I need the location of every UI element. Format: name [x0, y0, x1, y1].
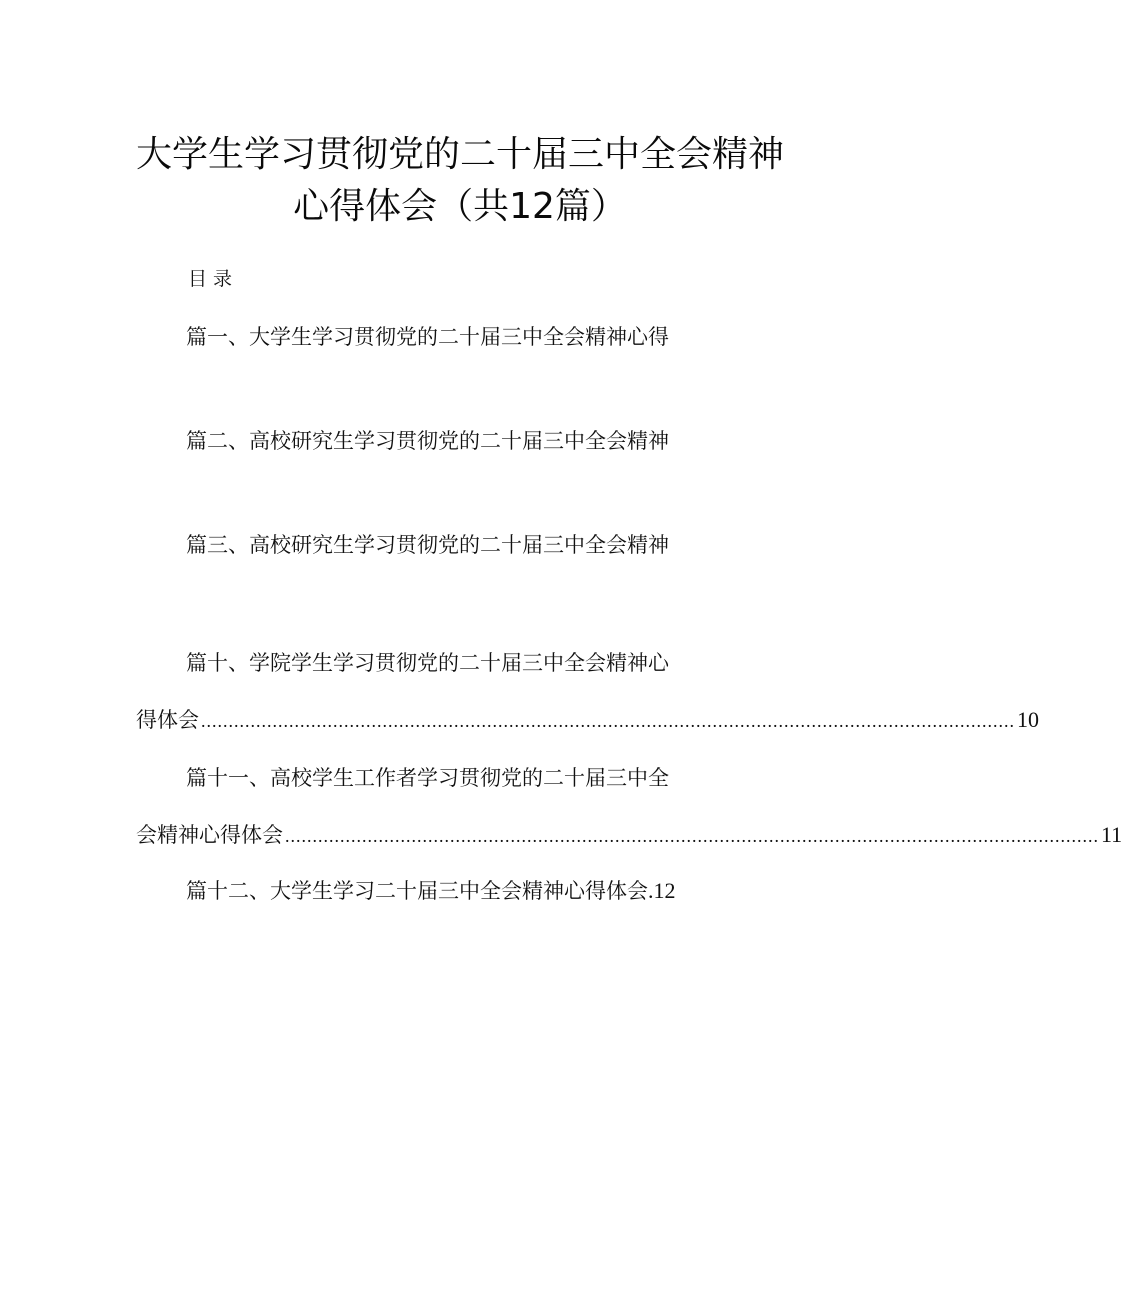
document-title-line-1: 大学生学习贯彻党的二十届三中全会精神 [135, 134, 784, 175]
toc-entry-12[interactable] [186, 876, 676, 906]
toc-entry-10-text: 得体会 [136, 708, 199, 732]
toc-entry-11-line-2[interactable] [136, 820, 1122, 851]
toc-entry-11-text: 会精神心得体会 [136, 823, 283, 847]
toc-entry-12-page-number: 12 [653, 878, 676, 903]
toc-entry-10-line-2[interactable] [136, 705, 1039, 736]
toc-heading: 目录 [188, 268, 239, 290]
toc-entry-3[interactable]: 篇三、高校研究生学习贯彻党的二十届三中全会精神 [186, 533, 669, 557]
toc-entry-10-page-number: 10 [1017, 707, 1039, 732]
toc-entry-11-page-number: 11 [1101, 822, 1122, 847]
dot-leader: .................................................................................................................................................... [201, 711, 1015, 731]
toc-entry-11-line-1[interactable]: 篇十一、高校学生工作者学习贯彻党的二十届三中全 [186, 766, 669, 790]
dot-leader: . [648, 878, 654, 903]
toc-entry-1[interactable]: 篇一、大学生学习贯彻党的二十届三中全会精神心得 [186, 325, 669, 349]
toc-entry-10-line-1[interactable]: 篇十、学院学生学习贯彻党的二十届三中全会精神心 [186, 651, 669, 675]
toc-entry-12-text: 篇十二、大学生学习二十届三中全会精神心得体会 [186, 879, 648, 903]
dot-leader: .................................................................................................................................................... [285, 826, 1099, 846]
toc-entry-2[interactable]: 篇二、高校研究生学习贯彻党的二十届三中全会精神 [186, 429, 669, 453]
document-title-line-2: 心得体会（共12篇） [293, 186, 627, 227]
